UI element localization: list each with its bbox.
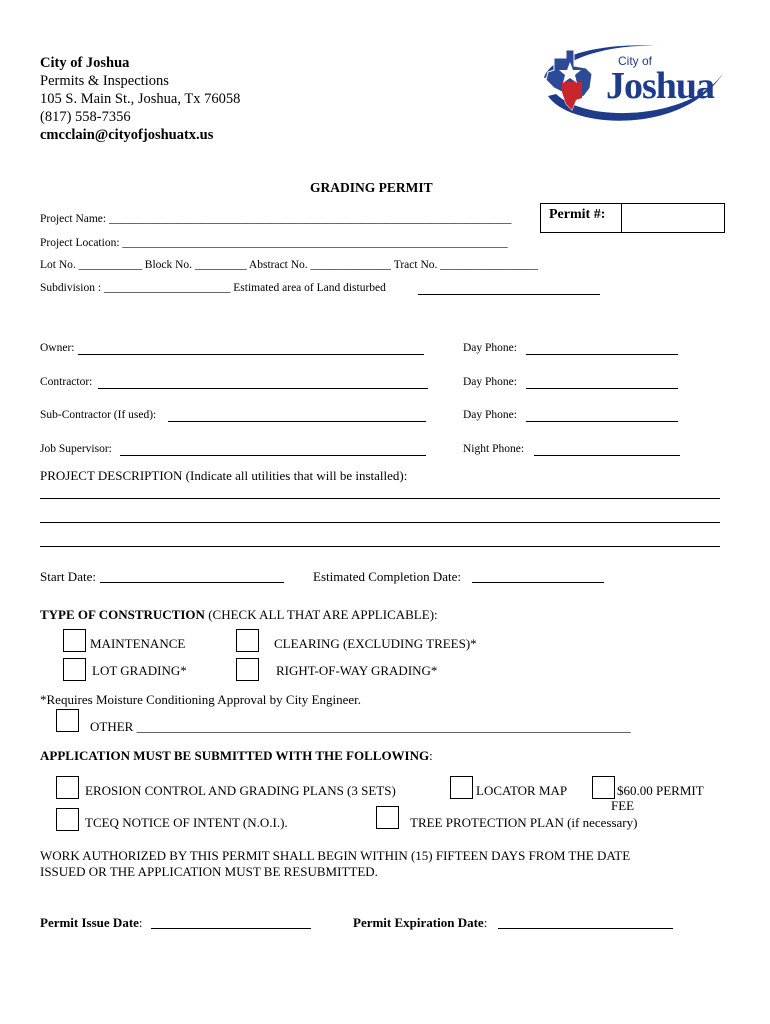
night-phone-line[interactable] [534,455,680,456]
owner-day-phone-label: Day Phone: [463,342,517,354]
night-phone-label: Night Phone: [463,443,525,455]
permit-issue-date-colon: : [138,915,143,930]
owner-day-phone-line[interactable] [526,354,678,355]
permit-fee-checkbox[interactable] [592,776,615,799]
department: Permits & Inspections [40,73,169,89]
maintenance-label: MAINTENANCE [90,636,186,651]
row-grading-checkbox[interactable] [236,658,259,681]
erosion-checkbox[interactable] [56,776,79,799]
job-supervisor-label: Job Supervisor: [40,443,112,455]
application-heading [40,748,433,764]
tree-protection-checkbox[interactable] [376,806,399,829]
permit-number-field[interactable] [621,203,725,233]
construction-heading [40,607,438,623]
tceq-checkbox[interactable] [56,808,79,831]
contractor-label: Contractor: [40,376,93,388]
authorization-line-2: ISSUED OR THE APPLICATION MUST BE RESUBMITTED. [40,864,378,879]
lot-grading-label: LOT GRADING* [92,663,187,678]
subcontractor-day-phone-label: Day Phone: [463,409,517,421]
phone: (817) 558-7356 [40,109,131,125]
logo-big-text: Joshua [606,65,715,107]
contractor-day-phone-line[interactable] [526,388,678,389]
row-grading-label: RIGHT-OF-WAY GRADING* [276,663,438,678]
page-title: GRADING PERMIT [310,180,433,195]
permit-issue-date-line[interactable] [151,928,311,929]
project-description-label: PROJECT DESCRIPTION (Indicate all utilities that will be installed): [40,468,408,483]
other-checkbox[interactable] [56,709,79,732]
permit-fee-label-line2: FEE [611,798,635,813]
subcontractor-line[interactable] [168,421,426,422]
permit-fee-label-line1: $60.00 PERMIT [617,783,704,798]
application-heading-text: APPLICATION MUST BE SUBMITTED WITH THE FOLLOWING [40,748,430,763]
tree-protection-label: TREE PROTECTION PLAN (if necessary) [410,815,638,830]
address: 105 S. Main St., Joshua, Tx 76058 [40,91,241,107]
tceq-label: TCEQ NOTICE OF INTENT (N.O.I.). [85,815,288,830]
authorization-line-1: WORK AUTHORIZED BY THIS PERMIT SHALL BEGIN WITHIN (15) FIFTEEN DAYS FROM THE DATE [40,848,631,863]
permit-number-label-box [540,203,622,233]
org-name: City of Joshua [40,55,130,71]
locator-map-label: LOCATOR MAP [476,783,568,798]
email: cmcclain@cityofjoshuatx.us [40,127,214,143]
estimated-completion-line[interactable] [472,582,604,583]
erosion-label: EROSION CONTROL AND GRADING PLANS (3 SETS) [85,783,396,798]
subcontractor-day-phone-line[interactable] [526,421,678,422]
project-description-line-2[interactable] [40,522,720,523]
lot-block-abstract-tract-row[interactable]: Lot No. ___________ Block No. _________ Abstract No. ______________ Tract No. _________________ [40,259,539,271]
permit-expiration-date-text: Permit Expiration Date [353,915,484,930]
other-field[interactable]: OTHER ____________________________________________________________________________ [90,719,631,734]
application-heading-colon: : [429,748,433,763]
project-description-line-1[interactable] [40,498,720,499]
contractor-day-phone-label: Day Phone: [463,376,517,388]
permit-issue-date-label [40,915,143,931]
clearing-label: CLEARING (EXCLUDING TREES)* [274,636,477,651]
locator-map-checkbox[interactable] [450,776,473,799]
subcontractor-label: Sub-Contractor (If used): [40,409,157,421]
permit-expiration-date-line[interactable] [498,928,673,929]
clearing-checkbox[interactable] [236,629,259,652]
lot-grading-checkbox[interactable] [63,658,86,681]
permit-issue-date-text: Permit Issue Date [40,915,139,930]
subdivision-field[interactable]: Subdivision : ______________________ Estimated area of Land disturbed [40,282,386,294]
logo-small-text: City of [618,54,653,68]
land-disturbed-line[interactable] [418,294,600,295]
start-date-label: Start Date: [40,569,96,584]
construction-heading-bold: TYPE OF CONSTRUCTION [40,607,205,622]
project-location-field[interactable]: Project Location: ___________________________________________________________________ [40,237,508,249]
permit-expiration-date-label [353,915,487,931]
owner-label: Owner: [40,342,75,354]
contractor-line[interactable] [98,388,428,389]
project-description-line-3[interactable] [40,546,720,547]
estimated-completion-label: Estimated Completion Date: [313,569,462,584]
city-logo [540,38,730,134]
project-name-field[interactable]: Project Name: ______________________________________________________________________ [40,213,512,225]
maintenance-checkbox[interactable] [63,629,86,652]
job-supervisor-line[interactable] [120,455,426,456]
owner-line[interactable] [78,354,424,355]
permit-expiration-date-colon: : [483,915,488,930]
permit-number-label: Permit #: [549,207,606,222]
construction-heading-rest: (CHECK ALL THAT ARE APPLICABLE): [204,607,438,622]
start-date-line[interactable] [100,582,284,583]
moisture-footnote: *Requires Moisture Conditioning Approval by City Engineer. [40,692,362,707]
